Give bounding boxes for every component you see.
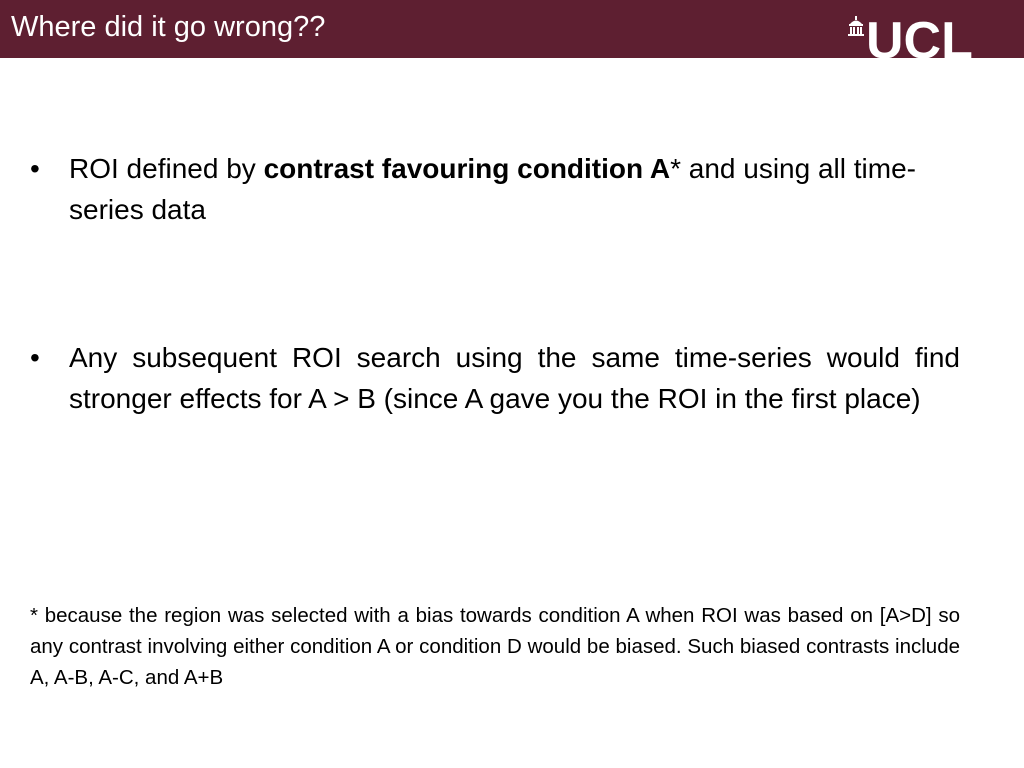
bullet-item: [30, 337, 960, 419]
slide-title: Where did it go wrong??: [11, 11, 326, 43]
bullet-marker: •: [30, 153, 40, 184]
bullet-text-part: ROI defined by: [69, 153, 264, 184]
bullet-text: [69, 148, 960, 230]
bullet-text-emphasis: contrast favouring condition A: [263, 153, 671, 184]
logo-wordmark: UCL: [866, 14, 973, 58]
footnote: * because the region was selected with a bias towards condition A when ROI was based on [A>D] so any contrast involving either condition A or condition D would be biased. Such biased contrasts include A, A-B, A-C, and A+B: [30, 604, 960, 689]
title-bar: [0, 0, 1024, 58]
bullet-item: [30, 148, 960, 230]
bullet-marker: •: [30, 342, 40, 373]
ucl-logo: [846, 14, 996, 58]
bullet-text: Any subsequent ROI search using the same time-series would find stronger effects for A > B (since A gave you the ROI in the first place): [69, 342, 960, 414]
bullet-text-part: * and using all time-series data: [69, 153, 916, 225]
